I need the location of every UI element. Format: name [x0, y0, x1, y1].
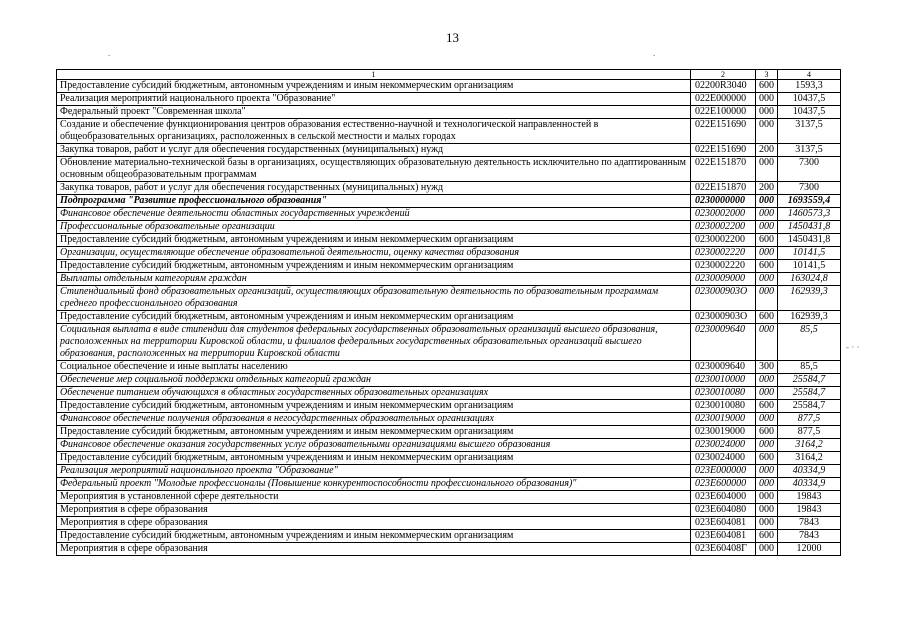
table-row: [57, 208, 841, 221]
table-row: [57, 93, 841, 106]
row-code-cell: 022E151870: [691, 182, 756, 195]
row-amount-cell: 1693559,4: [778, 195, 841, 208]
header-cell-code: 2: [691, 70, 756, 80]
row-name-cell: Создание и обеспечение функционирования центров образования естественно-научной и технологической направленностей в общеобразовательных организациях, расположенных в сельской местности и малых городах: [57, 119, 691, 144]
row-code-cell: 0230002220: [691, 247, 756, 260]
row-name-cell: Предоставление субсидий бюджетным, автономным учреждениям и иным некоммерческим организациям: [57, 530, 691, 543]
row-code-cell: 023E60408Г: [691, 543, 756, 556]
row-vr-cell: 000: [756, 413, 778, 426]
table-row: [57, 439, 841, 452]
row-amount-cell: 3137,5: [778, 119, 841, 144]
table-row: [57, 387, 841, 400]
row-amount-cell: 25584,7: [778, 374, 841, 387]
row-amount-cell: 1450431,8: [778, 221, 841, 234]
row-name-cell: Организации, осуществляющие обеспечение образовательной деятельности, оценку качества образования: [57, 247, 691, 260]
row-amount-cell: 7843: [778, 530, 841, 543]
row-name-cell: Обеспечение питанием обучающихся в областных государственных образовательных организациях: [57, 387, 691, 400]
row-name-cell: Финансовое обеспечение деятельности областных государственных учреждений: [57, 208, 691, 221]
row-code-cell: 0230019000: [691, 413, 756, 426]
row-code-cell: 022E100000: [691, 106, 756, 119]
row-amount-cell: 12000: [778, 543, 841, 556]
table-row: [57, 413, 841, 426]
table-row: [57, 119, 841, 144]
page-number: 13: [446, 30, 459, 45]
row-amount-cell: 19843: [778, 504, 841, 517]
scan-speck: .: [653, 48, 656, 58]
row-amount-cell: 85,5: [778, 324, 841, 361]
table-row: [57, 260, 841, 273]
row-vr-cell: 000: [756, 195, 778, 208]
table-row: [57, 247, 841, 260]
row-code-cell: 0230010000: [691, 374, 756, 387]
row-name-cell: Социальное обеспечение и иные выплаты населению: [57, 361, 691, 374]
row-code-cell: 022E151690: [691, 119, 756, 144]
row-vr-cell: 000: [756, 504, 778, 517]
row-code-cell: 0230019000: [691, 426, 756, 439]
row-code-cell: 023E604081: [691, 530, 756, 543]
header-cell-vr: 3: [756, 70, 778, 80]
row-name-cell: Мероприятия в сфере образования: [57, 504, 691, 517]
row-vr-cell: 000: [756, 324, 778, 361]
row-amount-cell: 162939,3: [778, 311, 841, 324]
table-row: [57, 504, 841, 517]
table-row: [57, 144, 841, 157]
row-vr-cell: 600: [756, 260, 778, 273]
table-row: [57, 491, 841, 504]
row-amount-cell: 3137,5: [778, 144, 841, 157]
row-name-cell: Предоставление субсидий бюджетным, автономным учреждениям и иным некоммерческим организациям: [57, 80, 691, 93]
row-name-cell: Мероприятия в сфере образования: [57, 517, 691, 530]
row-code-cell: 0230002000: [691, 208, 756, 221]
table-row: [57, 400, 841, 413]
row-amount-cell: 7843: [778, 517, 841, 530]
budget-table: [56, 69, 841, 556]
table-header-row: [57, 70, 841, 80]
row-code-cell: 0230009640: [691, 324, 756, 361]
row-code-cell: 022E000000: [691, 93, 756, 106]
row-vr-cell: 000: [756, 93, 778, 106]
row-vr-cell: 000: [756, 208, 778, 221]
table-row: [57, 157, 841, 182]
row-name-cell: Реализация мероприятий национального проекта "Образование": [57, 465, 691, 478]
row-vr-cell: 000: [756, 221, 778, 234]
row-vr-cell: 000: [756, 387, 778, 400]
row-vr-cell: 600: [756, 80, 778, 93]
row-amount-cell: 1450431,8: [778, 234, 841, 247]
row-code-cell: 022E151870: [691, 157, 756, 182]
row-amount-cell: 162939,3: [778, 286, 841, 311]
table-row: [57, 517, 841, 530]
row-amount-cell: 40334,9: [778, 465, 841, 478]
table-row: [57, 234, 841, 247]
row-code-cell: 023E604080: [691, 504, 756, 517]
row-name-cell: Реализация мероприятий национального проекта "Образование": [57, 93, 691, 106]
row-code-cell: 023000903О: [691, 286, 756, 311]
row-vr-cell: 000: [756, 478, 778, 491]
row-amount-cell: 3164,2: [778, 439, 841, 452]
row-name-cell: Выплаты отдельным категориям граждан: [57, 273, 691, 286]
row-name-cell: Стипендиальный фонд образовательных организаций, осуществляющих образовательную деятельность по образовательным программам среднего профессионального образования: [57, 286, 691, 311]
table-row: [57, 182, 841, 195]
row-vr-cell: 200: [756, 144, 778, 157]
row-vr-cell: 000: [756, 286, 778, 311]
row-code-cell: 02200R3040: [691, 80, 756, 93]
row-code-cell: 0230010080: [691, 400, 756, 413]
row-name-cell: Предоставление субсидий бюджетным, автономным учреждениям и иным некоммерческим организациям: [57, 234, 691, 247]
row-code-cell: 0230002220: [691, 260, 756, 273]
row-amount-cell: 163024,8: [778, 273, 841, 286]
header-cell-name: 1: [57, 70, 691, 80]
row-vr-cell: 600: [756, 426, 778, 439]
row-code-cell: 023E604081: [691, 517, 756, 530]
row-vr-cell: 600: [756, 311, 778, 324]
row-vr-cell: 000: [756, 439, 778, 452]
row-vr-cell: 000: [756, 465, 778, 478]
row-code-cell: 0230024000: [691, 452, 756, 465]
row-code-cell: 0230009000: [691, 273, 756, 286]
row-vr-cell: 600: [756, 400, 778, 413]
row-vr-cell: 300: [756, 361, 778, 374]
row-code-cell: 0230002200: [691, 221, 756, 234]
table-row: [57, 273, 841, 286]
row-name-cell: Финансовое обеспечение оказания государственных услуг образовательными организациями высшего образования: [57, 439, 691, 452]
table-row: [57, 465, 841, 478]
table-row: [57, 286, 841, 311]
row-name-cell: Подпрограмма "Развитие профессионального образования": [57, 195, 691, 208]
scan-speck: .: [108, 48, 111, 58]
row-name-cell: Предоставление субсидий бюджетным, автономным учреждениям и иным некоммерческим организациям: [57, 400, 691, 413]
row-name-cell: Предоставление субсидий бюджетным, автономным учреждениям и иным некоммерческим организациям: [57, 260, 691, 273]
row-amount-cell: 1460573,3: [778, 208, 841, 221]
row-name-cell: Обновление материально-технической базы в организациях, осуществляющих образовательную деятельность исключительно по адаптированным основным общеобразовательным программам: [57, 157, 691, 182]
row-name-cell: Федеральный проект "Молодые профессионалы (Повышение конкурентоспособности профессионального образования)": [57, 478, 691, 491]
table-row: [57, 452, 841, 465]
table-row: [57, 221, 841, 234]
row-code-cell: 0230009640: [691, 361, 756, 374]
row-name-cell: Обеспечение мер социальной поддержки отдельных категорий граждан: [57, 374, 691, 387]
row-amount-cell: 10437,5: [778, 93, 841, 106]
row-vr-cell: 600: [756, 234, 778, 247]
row-name-cell: Федеральный проект "Современная школа": [57, 106, 691, 119]
row-vr-cell: 600: [756, 530, 778, 543]
row-name-cell: Предоставление субсидий бюджетным, автономным учреждениям и иным некоммерческим организациям: [57, 426, 691, 439]
row-amount-cell: 10141,5: [778, 247, 841, 260]
row-amount-cell: 1593,3: [778, 80, 841, 93]
table-row: [57, 374, 841, 387]
row-code-cell: 023E600000: [691, 478, 756, 491]
row-name-cell: Закупка товаров, работ и услуг для обеспечения государственных (муниципальных) нужд: [57, 182, 691, 195]
row-amount-cell: 7300: [778, 182, 841, 195]
row-code-cell: 0230002200: [691, 234, 756, 247]
row-vr-cell: 000: [756, 119, 778, 144]
row-name-cell: Профессиональные образовательные организации: [57, 221, 691, 234]
row-name-cell: Мероприятия в установленной сфере деятельности: [57, 491, 691, 504]
row-name-cell: Финансовое обеспечение получения образования в негосударственных образовательных организациях: [57, 413, 691, 426]
row-name-cell: Предоставление субсидий бюджетным, автономным учреждениям и иным некоммерческим организациям: [57, 452, 691, 465]
row-code-cell: 023E000000: [691, 465, 756, 478]
row-code-cell: 0230024000: [691, 439, 756, 452]
row-amount-cell: 10437,5: [778, 106, 841, 119]
row-code-cell: 022E151690: [691, 144, 756, 157]
table-row: [57, 478, 841, 491]
row-vr-cell: 000: [756, 543, 778, 556]
row-vr-cell: 000: [756, 157, 778, 182]
budget-table-body: [57, 70, 841, 556]
scan-speck: - · ·: [846, 342, 860, 352]
row-name-cell: Закупка товаров, работ и услуг для обеспечения государственных (муниципальных) нужд: [57, 144, 691, 157]
row-vr-cell: 000: [756, 491, 778, 504]
row-amount-cell: 25584,7: [778, 400, 841, 413]
row-code-cell: 0230000000: [691, 195, 756, 208]
table-row: [57, 426, 841, 439]
row-vr-cell: 000: [756, 273, 778, 286]
table-row: [57, 106, 841, 119]
row-amount-cell: 7300: [778, 157, 841, 182]
row-code-cell: 0230010080: [691, 387, 756, 400]
row-name-cell: Социальная выплата в виде стипендии для студентов федеральных государственных образовательных организаций высшего образования, расположенных на территории Кировской области, и филиалов федеральных государственных образовательных организаций высшего образования, расположенных на территории Кировской области: [57, 324, 691, 361]
table-row: [57, 361, 841, 374]
row-vr-cell: 000: [756, 374, 778, 387]
table-row: [57, 530, 841, 543]
table-row: [57, 543, 841, 556]
table-row: [57, 324, 841, 361]
row-name-cell: Предоставление субсидий бюджетным, автономным учреждениям и иным некоммерческим организациям: [57, 311, 691, 324]
row-amount-cell: 85,5: [778, 361, 841, 374]
table-row: [57, 195, 841, 208]
row-vr-cell: 000: [756, 247, 778, 260]
header-cell-amount: 4: [778, 70, 841, 80]
row-vr-cell: 000: [756, 106, 778, 119]
row-vr-cell: 200: [756, 182, 778, 195]
row-code-cell: 023E604000: [691, 491, 756, 504]
row-amount-cell: 19843: [778, 491, 841, 504]
row-vr-cell: 600: [756, 452, 778, 465]
table-row: [57, 80, 841, 93]
row-name-cell: Мероприятия в сфере образования: [57, 543, 691, 556]
row-code-cell: 023000903О: [691, 311, 756, 324]
row-amount-cell: 40334,9: [778, 478, 841, 491]
row-amount-cell: 877,5: [778, 413, 841, 426]
row-vr-cell: 000: [756, 517, 778, 530]
table-row: [57, 311, 841, 324]
row-amount-cell: 3164,2: [778, 452, 841, 465]
row-amount-cell: 10141,5: [778, 260, 841, 273]
row-amount-cell: 25584,7: [778, 387, 841, 400]
row-amount-cell: 877,5: [778, 426, 841, 439]
